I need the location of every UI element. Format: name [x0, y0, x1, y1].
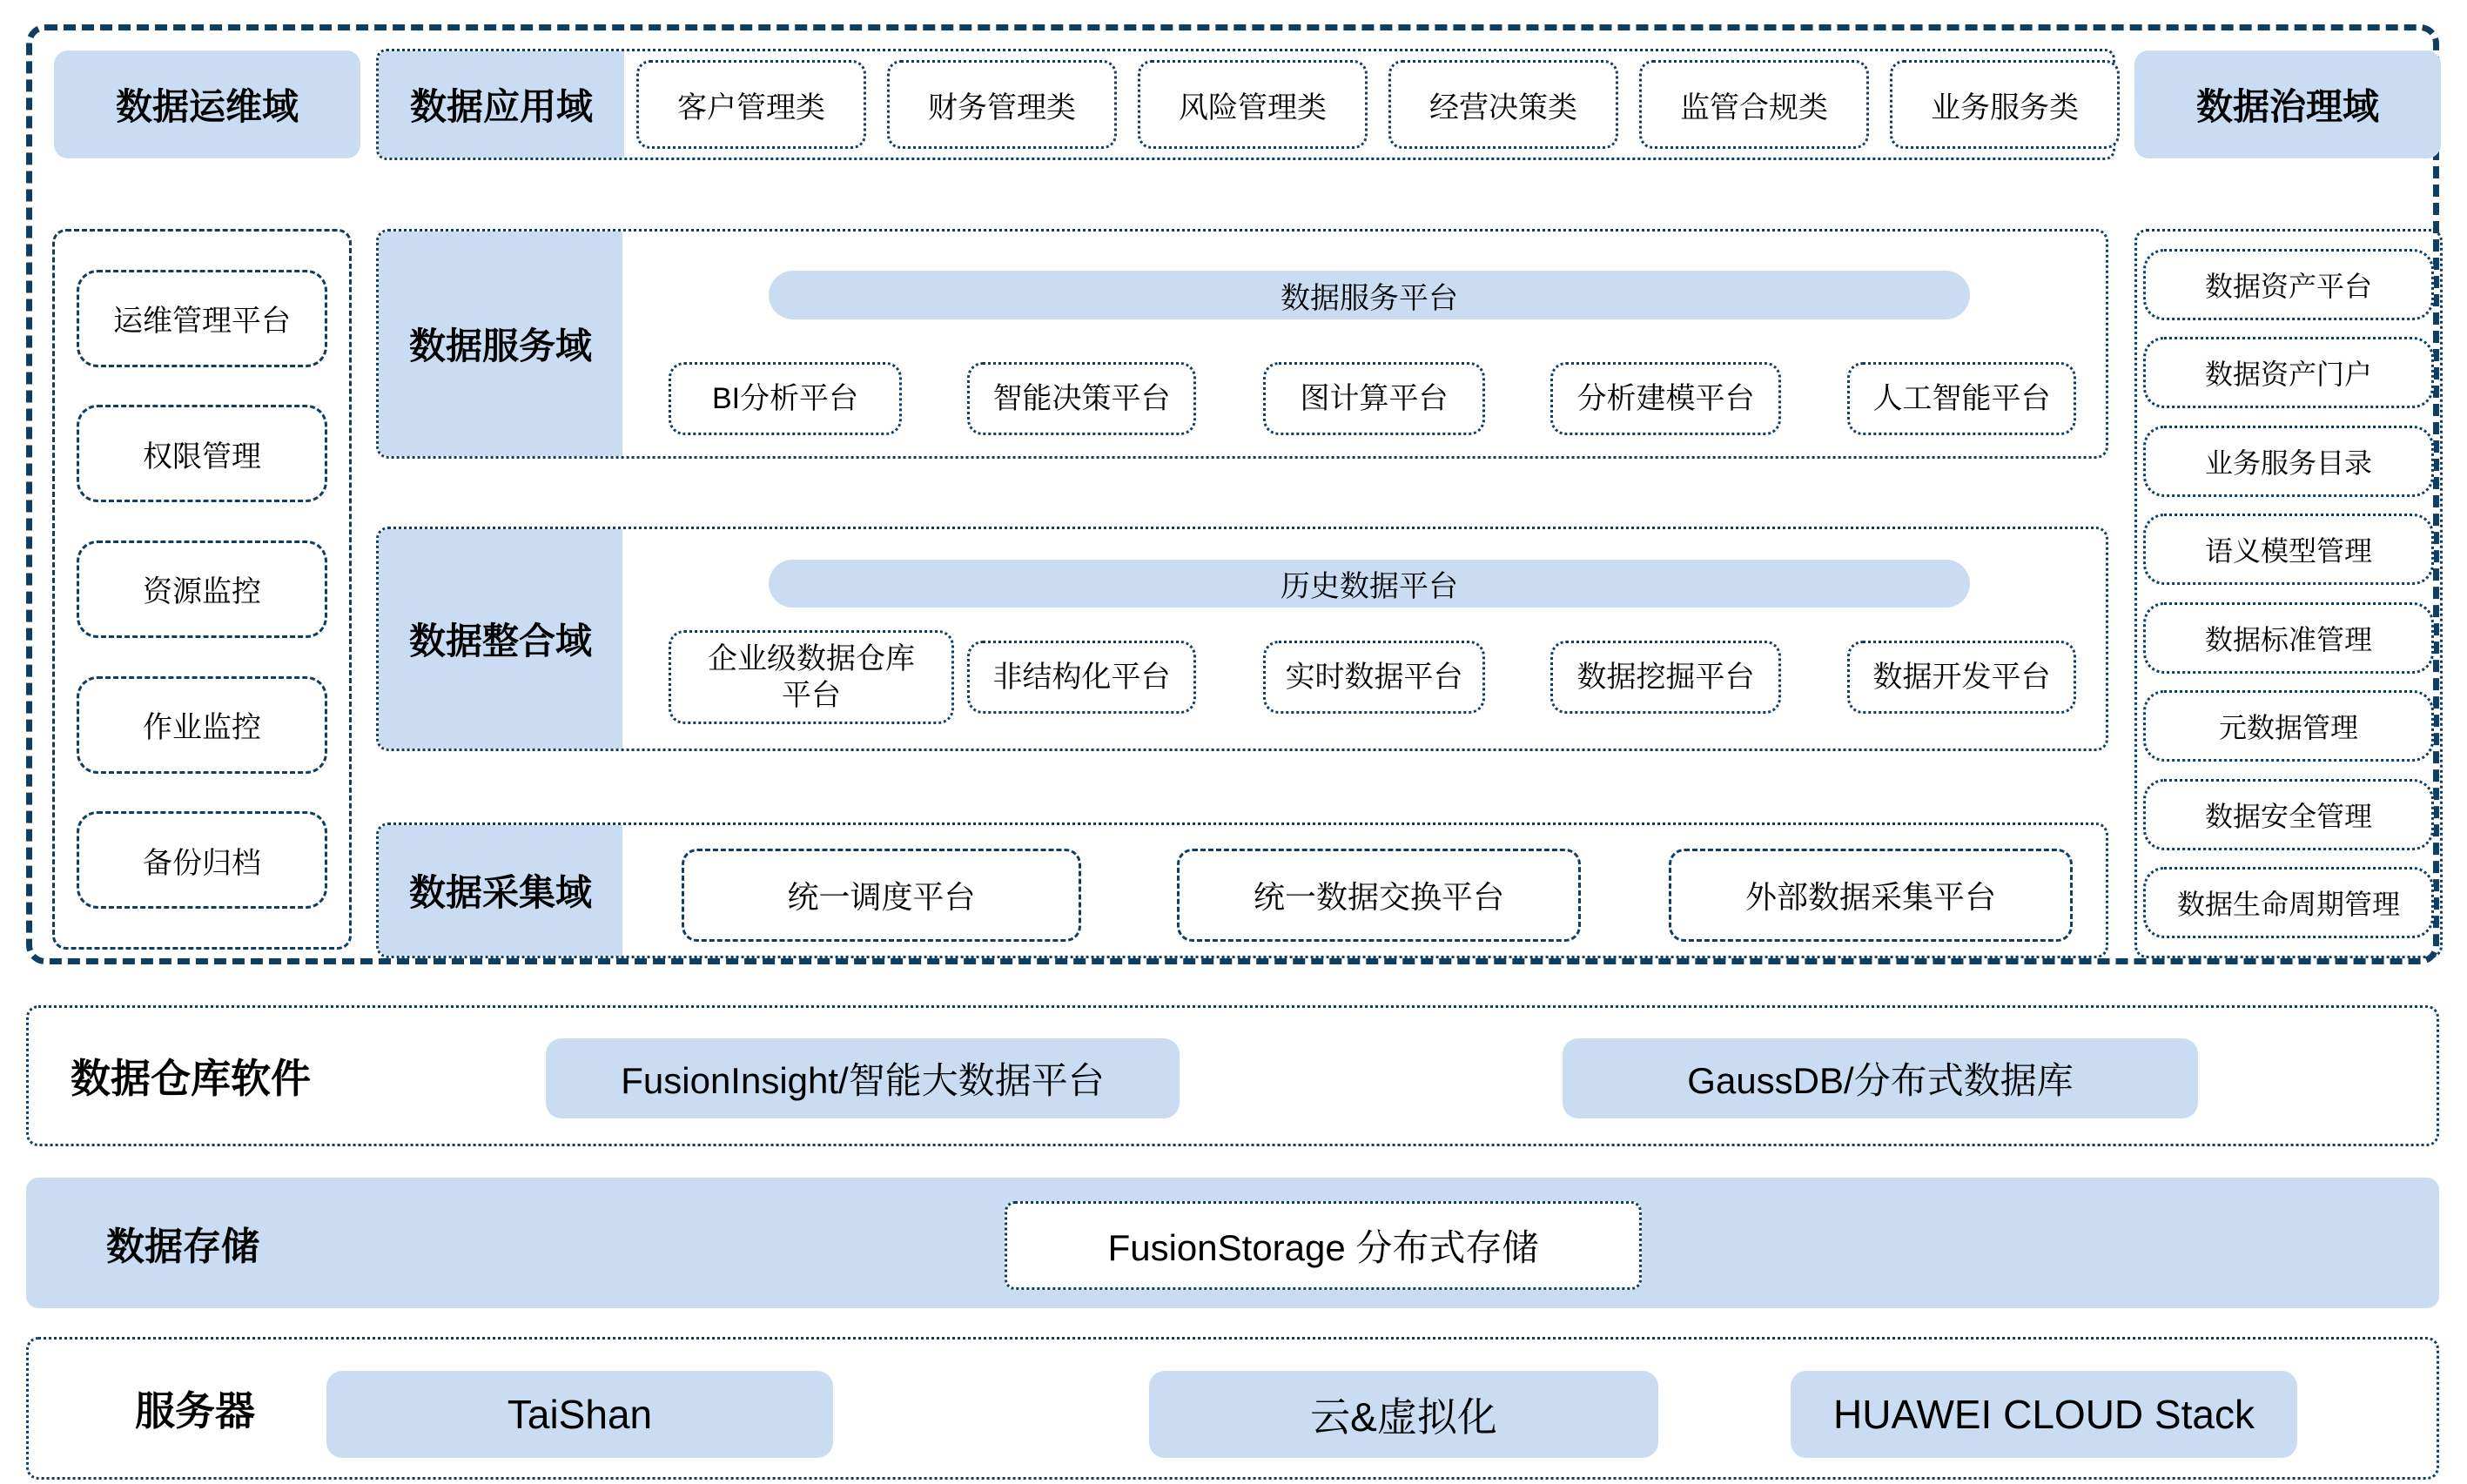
taishan-box: TaiShan [326, 1371, 833, 1458]
service-platform-bar: 数据服务平台 [769, 271, 1970, 319]
integration-domain-section [376, 527, 2108, 751]
server-section [26, 1337, 2439, 1480]
collection-item-external: 外部数据采集平台 [1669, 849, 2073, 942]
fusionstorage-box: FusionStorage 分布式存储 [1005, 1201, 1642, 1290]
app-item-decision: 经营决策类 [1388, 60, 1618, 149]
service-item-graph-compute: 图计算平台 [1263, 362, 1485, 435]
gov-item-data-security: 数据安全管理 [2143, 779, 2434, 850]
service-domain-section [376, 229, 2108, 459]
cloud-virtualization-box: 云&虚拟化 [1149, 1371, 1658, 1458]
server-label: 服务器 [135, 1388, 255, 1434]
app-domain-section [376, 49, 2115, 160]
ops-column [52, 229, 352, 950]
gov-item-metadata: 元数据管理 [2143, 690, 2434, 762]
gov-item-lifecycle: 数据生命周期管理 [2143, 867, 2434, 938]
huawei-cloud-stack-box: HUAWEI CLOUD Stack [1791, 1371, 2297, 1458]
ops-item-om-platform: 运维管理平台 [77, 270, 327, 367]
app-domain-items [636, 60, 2120, 149]
gov-item-asset-portal: 数据资产门户 [2143, 337, 2434, 408]
service-item-intelligent-decision: 智能决策平台 [967, 362, 1196, 435]
app-item-business-service: 业务服务类 [1890, 60, 2120, 149]
ops-item-backup: 备份归档 [77, 811, 327, 909]
gov-item-data-standard: 数据标准管理 [2143, 602, 2434, 674]
fusioninsight-box: FusionInsight/智能大数据平台 [546, 1038, 1180, 1118]
integration-item-edw: 企业级数据仓库平台 [669, 630, 954, 724]
gaussdb-box: GaussDB/分布式数据库 [1563, 1038, 2198, 1118]
ops-item-resource-monitor: 资源监控 [77, 541, 327, 638]
ops-item-permission: 权限管理 [77, 405, 327, 502]
app-item-risk: 风险管理类 [1138, 60, 1368, 149]
app-domain-label: 数据应用域 [379, 51, 624, 158]
service-item-ai: 人工智能平台 [1847, 362, 2076, 435]
gov-item-asset-platform: 数据资产平台 [2143, 249, 2434, 320]
gov-item-service-catalog: 业务服务目录 [2143, 426, 2434, 497]
integration-item-unstructured: 非结构化平台 [967, 641, 1196, 714]
warehouse-software-label: 数据仓库软件 [71, 1056, 311, 1101]
ops-domain-chip: 数据运维域 [54, 50, 360, 158]
history-platform-bar: 历史数据平台 [769, 560, 1970, 608]
warehouse-software-section [26, 1005, 2439, 1146]
governance-domain-chip: 数据治理域 [2134, 50, 2441, 158]
collection-item-scheduling: 统一调度平台 [682, 849, 1081, 942]
integration-domain-label: 数据整合域 [379, 529, 622, 749]
integration-item-mining: 数据挖掘平台 [1550, 641, 1781, 714]
app-item-compliance: 监管合规类 [1639, 60, 1869, 149]
governance-column [2134, 229, 2443, 958]
service-item-bi: BI分析平台 [669, 362, 902, 435]
app-item-customer: 客户管理类 [636, 60, 866, 149]
service-domain-label: 数据服务域 [379, 232, 622, 456]
integration-item-realtime: 实时数据平台 [1263, 641, 1485, 714]
service-item-analytics-modeling: 分析建模平台 [1550, 362, 1781, 435]
app-item-finance: 财务管理类 [887, 60, 1117, 149]
collection-domain-section [376, 823, 2108, 958]
integration-item-development: 数据开发平台 [1847, 641, 2076, 714]
ops-item-job-monitor: 作业监控 [77, 676, 327, 774]
gov-item-semantic-model: 语义模型管理 [2143, 514, 2434, 585]
collection-item-exchange: 统一数据交换平台 [1177, 849, 1581, 942]
storage-label: 数据存储 [106, 1225, 259, 1268]
collection-domain-label: 数据采集域 [379, 825, 622, 956]
storage-section [26, 1178, 2439, 1308]
